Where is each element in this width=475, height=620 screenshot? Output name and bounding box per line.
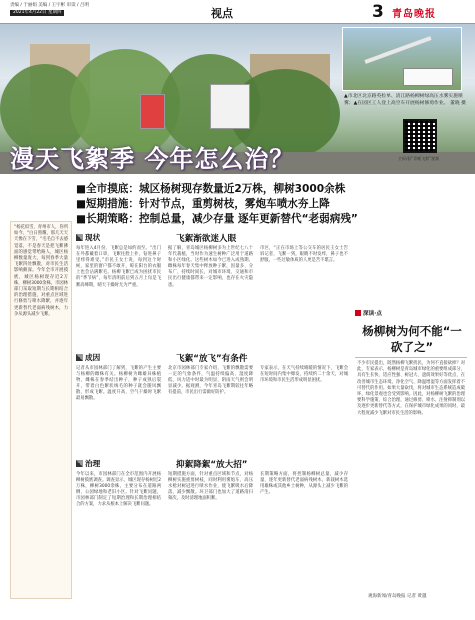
article-column: 今年以来，市园林部门在全市范围内开展杨柳树摸底调查。调查显示，城区现存杨树近2万株，柳树3000余株，主要分布在道路两侧、公园绿地和老旧小区。针对飞絮问题，市园林部门制定了短期治理和长期治理相结合的方案，力求从根本上解决飞絮问题。 bbox=[76, 472, 161, 508]
main-headline: 漫天飞絮季 今年怎么治？ bbox=[10, 145, 295, 173]
article-column: 专家表示，在天气持续晴暖的情况下，飞絮会在短时间内集中爆发，持续约二十余天，对城市环境和市民生活形成明显困扰。 bbox=[260, 366, 348, 384]
analysis-title: 杨柳树为何不能“一砍了之” bbox=[362, 324, 462, 354]
article-column: 短期措施方面，针对重点区域和节点，对杨柳树实施重剪树枝，同时利用雾炮车、高压水枪对树冠进行喷水作业，使飞絮吸水后降落，减少飘散。环卫部门也加大了道路清扫频次，及时清理地面积絮。 bbox=[168, 472, 253, 502]
section-tag: 现状 bbox=[76, 232, 100, 243]
newspaper-logo: 青岛晚报 bbox=[392, 9, 436, 20]
section-header-cause bbox=[76, 352, 348, 365]
section-title: 抑絮降絮“放大招” bbox=[176, 460, 248, 470]
headline-area bbox=[0, 139, 475, 178]
qr-label: 扫码看“青晚飞絮”视频 bbox=[399, 156, 440, 161]
article-column: 长期策略方面，将控制杨柳树总量，减少存量，逐年更新替代老弱病残树木，新栽树木选用雄株或其他乡土树种，从源头上减少飞絮的产生。 bbox=[260, 472, 348, 496]
section-header-treatment bbox=[76, 458, 348, 471]
inset-photo bbox=[342, 27, 462, 91]
issue-date: 2021年4月22日 星期四 bbox=[10, 10, 64, 16]
bullet-short-term: ■短期措施：针对节点，重剪树枝，雾炮车喷水夯上降 bbox=[76, 198, 330, 210]
bullet-long-term: ■长期策略：控制总量，减少存量 逐年更新替代“老弱病残” bbox=[76, 213, 358, 225]
intro-sidebar: “杨花似雪，青州市人，你所如今，“白日照耀，那几天天天像在下雪，“毛毛自不去感觉落，不是春天是把飞絮拂面的感觉带给路人，城区杨柳数量庞大，每到春季大量飞絮四处飘散，对市民生活影响颇深。今年全市开展摸底，城区杨树现存近2万株，柳树3000余株，市园林部门采取短期与长期相结合的治理措施，对重点区域进行修剪与喷水降絮，并逐年更新替代老弱病残树木，力争从源头减少飞絮。 bbox=[10, 221, 72, 599]
divider bbox=[355, 357, 467, 358]
article-column: 记者从市园林部门了解到，飞絮的产生主要与杨柳的雌株有关。杨柳树为雌雄异株植物，雌株在春季结出种子，种子成熟后裂开，带着白色絮状绒毛的种子就会随风飘散，形成飞絮。温度升高、空气干燥时飞絮最易飘散。 bbox=[76, 366, 161, 402]
analysis-body: 不少市民提出，既然杨柳飞絮扰民，为何不直接砍掉？对此，专家表示，杨柳树是青岛城市绿化的重要组成部分，具有生长快、适应性强、树冠大、遮荫效果好等优点，在改善城市生态环境、净化空气、降温增湿等方面发挥着不可替代的作用。如果大量砍伐，将对城市生态系统造成破坏，绿化景观也会受到影响。因此，对杨柳树飞絮的治理要科学施策、综合治理，通过修剪、喷水、注射抑制剂以及逐步更新替代等方式，在保护城市绿化成果的同时，最大程度减少飞絮对市民生活的影响。 bbox=[357, 361, 465, 416]
article-column: 北京市园林部门专家介绍，飞絮的飘散需要一定的气象条件，气温持续偏高、湿度降低、风力适中时最为明显，阴雨天气则会明显减少。据观测，今年青岛飞絮期较往年略有提前，市民出行需做好防护。 bbox=[168, 366, 253, 396]
reporter-byline: 观海新闻/青岛晚报 记者 黄越 bbox=[368, 594, 427, 599]
editor-meta bbox=[10, 3, 89, 16]
article-column: 市区，“正在市场上等公交车的居民王女士告诉记者，飞絮一到，眼睛不时发痒，鼻子也不舒服，一些过敏体质的人更是苦不堪言。 bbox=[260, 246, 348, 264]
section-title: 飞絮“放飞”有条件 bbox=[176, 354, 248, 364]
section-header-status bbox=[76, 232, 348, 245]
article-column: 每年进入4月份，飞絮总是如约而至。“出门在外都戴着口罩，飞絮往脸上扑，钻进鼻子里痒得难受。”市民王女士说，每到这个时候，家里的窗户都不敢开，晾在阳台的衣服上也会沾满絮毛。杨柳飞絮已成为困扰市民的“季节病”，每年清明前后到五月上旬是飞絮高峰期，晴天干燥时尤为严重。 bbox=[76, 246, 161, 288]
page-header bbox=[0, 0, 475, 24]
section-title: 飞絮渐欲迷人眼 bbox=[176, 234, 237, 244]
section-tag: 治理 bbox=[76, 458, 100, 469]
analysis-tag: 深读·点 bbox=[355, 309, 382, 317]
photo-caption: ▲市北区北京路英检单、清江路杨柳树绿高压水雾实施喷雾；▲在园区工人登上高空车开展杨树修剪作业。 董晓 摄 bbox=[344, 94, 466, 106]
article-column: 据了解，青岛城区杨柳树多为上世纪七八十年代栽植，当时作为速生树种广泛用于道路和小区绿化。这些树木如今已进入成熟期，雌株每年春天集中释放种子絮，因量多、分布广、持续时间长，对城市环境、交通和市民出行健康都带来一定影响，也存在火灾隐患。 bbox=[168, 246, 253, 288]
page-number: 3 bbox=[372, 2, 384, 22]
section-tag: 成因 bbox=[76, 352, 100, 363]
section-title: 视点 bbox=[211, 7, 233, 20]
summary-bullets bbox=[76, 182, 366, 227]
bullet-survey: ■全市摸底：城区杨树现存数量近2万株，柳树3000余株 bbox=[76, 183, 346, 195]
editor-line: 责编 / 于丽娟 美编 / 王宇彬 审读 / 吕明 bbox=[10, 3, 89, 8]
